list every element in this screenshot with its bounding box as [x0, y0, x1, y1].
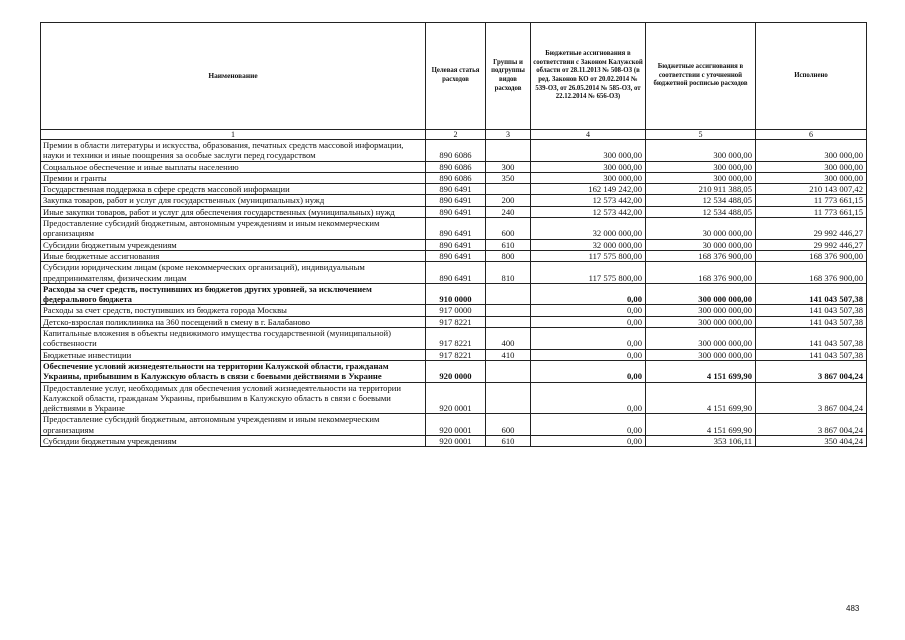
table-row: [41, 250, 867, 261]
row-executed-cell: 210 143 007,42: [756, 184, 867, 195]
row-law-allocation-cell: 117 575 800,00: [531, 250, 646, 261]
row-revised-allocation-cell: 300 000 000,00: [646, 305, 756, 316]
row-name-cell: Премии в области литературы и искусства, образования, печатных средств массовой информации, науки и техники и иные поощрения за особые заслуги перед государством: [41, 140, 426, 162]
row-law-allocation-cell: 0,00: [531, 316, 646, 327]
row-revised-allocation-cell: 300 000 000,00: [646, 328, 756, 350]
row-name-cell: Субсидии юридическим лицам (кроме некоммерческих организаций), индивидуальным предпринимателям, физическим лицам: [41, 262, 426, 284]
row-executed-cell: 11 773 661,15: [756, 206, 867, 217]
table-row: [41, 414, 867, 436]
row-revised-allocation-cell: 210 911 388,05: [646, 184, 756, 195]
row-revised-allocation-cell: 300 000 000,00: [646, 349, 756, 360]
row-target-article-cell: 890 6491: [426, 250, 486, 261]
row-expense-group-cell: 200: [486, 195, 531, 206]
row-executed-cell: 300 000,00: [756, 140, 867, 162]
row-target-article-cell: 890 6491: [426, 206, 486, 217]
row-law-allocation-cell: 32 000 000,00: [531, 239, 646, 250]
row-target-article-cell: 917 0000: [426, 305, 486, 316]
row-revised-allocation-cell: 30 000 000,00: [646, 218, 756, 240]
table-row: [41, 184, 867, 195]
row-revised-allocation-cell: 4 151 699,90: [646, 360, 756, 382]
row-target-article-cell: 920 0001: [426, 382, 486, 414]
row-revised-allocation-cell: 300 000 000,00: [646, 283, 756, 305]
row-expense-group-cell: 600: [486, 414, 531, 436]
row-executed-cell: 141 043 507,38: [756, 328, 867, 350]
row-expense-group-cell: [486, 360, 531, 382]
row-law-allocation-cell: 0,00: [531, 382, 646, 414]
row-executed-cell: 300 000,00: [756, 161, 867, 172]
row-name-cell: Субсидии бюджетным учреждениям: [41, 436, 426, 447]
row-expense-group-cell: [486, 305, 531, 316]
row-executed-cell: 141 043 507,38: [756, 316, 867, 327]
table-body: [41, 140, 867, 447]
row-law-allocation-cell: 12 573 442,00: [531, 195, 646, 206]
column-number: 3: [486, 130, 531, 140]
row-target-article-cell: 917 8221: [426, 349, 486, 360]
row-name-cell: Государственная поддержка в сфере средств массовой информации: [41, 184, 426, 195]
row-law-allocation-cell: 300 000,00: [531, 172, 646, 183]
row-name-cell: Иные закупки товаров, работ и услуг для обеспечения государственных (муниципальных) нужд: [41, 206, 426, 217]
row-name-cell: Социальное обеспечение и иные выплаты населению: [41, 161, 426, 172]
row-expense-group-cell: 610: [486, 436, 531, 447]
table-row: [41, 140, 867, 162]
row-executed-cell: 3 867 004,24: [756, 360, 867, 382]
row-name-cell: Субсидии бюджетным учреждениям: [41, 239, 426, 250]
row-revised-allocation-cell: 4 151 699,90: [646, 382, 756, 414]
row-name-cell: Обеспечение условий жизнедеятельности на территории Калужской области, гражданам Украины, прибывшим в Калужскую область в связи с боевыми действиями в Украине: [41, 360, 426, 382]
row-expense-group-cell: [486, 382, 531, 414]
row-expense-group-cell: 300: [486, 161, 531, 172]
row-target-article-cell: 890 6491: [426, 218, 486, 240]
row-executed-cell: 141 043 507,38: [756, 305, 867, 316]
row-law-allocation-cell: 300 000,00: [531, 161, 646, 172]
table-row: [41, 316, 867, 327]
row-name-cell: Иные бюджетные ассигнования: [41, 250, 426, 261]
row-target-article-cell: 917 8221: [426, 316, 486, 327]
table-row: [41, 328, 867, 350]
row-expense-group-cell: 240: [486, 206, 531, 217]
table-row: [41, 172, 867, 183]
row-target-article-cell: 890 6491: [426, 195, 486, 206]
row-target-article-cell: 890 6086: [426, 161, 486, 172]
row-revised-allocation-cell: 300 000,00: [646, 140, 756, 162]
row-executed-cell: 11 773 661,15: [756, 195, 867, 206]
header-revised-allocation: Бюджетные ассигнования в соответствии с уточненной бюджетной росписью расходов: [646, 23, 756, 130]
row-name-cell: Предоставление субсидий бюджетным, автономным учреждениям и иным некоммерческим организациям: [41, 414, 426, 436]
header-target-article: Целевая статья расходов: [426, 23, 486, 130]
row-executed-cell: 168 376 900,00: [756, 262, 867, 284]
row-name-cell: Бюджетные инвестиции: [41, 349, 426, 360]
row-expense-group-cell: 600: [486, 218, 531, 240]
row-target-article-cell: 920 0001: [426, 414, 486, 436]
table-row: [41, 360, 867, 382]
table-row: [41, 206, 867, 217]
page-number: 483: [846, 604, 860, 613]
row-revised-allocation-cell: 353 106,11: [646, 436, 756, 447]
column-number: 6: [756, 130, 867, 140]
column-number: 2: [426, 130, 486, 140]
row-law-allocation-cell: 0,00: [531, 283, 646, 305]
row-expense-group-cell: [486, 184, 531, 195]
row-law-allocation-cell: 0,00: [531, 436, 646, 447]
row-law-allocation-cell: 12 573 442,00: [531, 206, 646, 217]
column-number: 4: [531, 130, 646, 140]
row-executed-cell: 3 867 004,24: [756, 414, 867, 436]
row-target-article-cell: 890 6086: [426, 140, 486, 162]
budget-table: [40, 22, 867, 447]
row-target-article-cell: 890 6086: [426, 172, 486, 183]
table-row: [41, 349, 867, 360]
row-revised-allocation-cell: 300 000,00: [646, 172, 756, 183]
table-row: [41, 382, 867, 414]
row-name-cell: Предоставление субсидий бюджетным, автономным учреждениям и иным некоммерческим организациям: [41, 218, 426, 240]
table-row: [41, 218, 867, 240]
row-target-article-cell: 890 6491: [426, 262, 486, 284]
row-expense-group-cell: 410: [486, 349, 531, 360]
row-revised-allocation-cell: 12 534 488,05: [646, 195, 756, 206]
table-header-row: [41, 23, 867, 130]
column-number: 1: [41, 130, 426, 140]
row-executed-cell: 141 043 507,38: [756, 349, 867, 360]
row-expense-group-cell: 800: [486, 250, 531, 261]
row-target-article-cell: 890 6491: [426, 184, 486, 195]
row-name-cell: Детско-взрослая поликлиника на 360 посещений в смену в г. Балабаново: [41, 316, 426, 327]
header-name: Наименование: [41, 23, 426, 130]
row-revised-allocation-cell: 4 151 699,90: [646, 414, 756, 436]
row-name-cell: Предоставление услуг, необходимых для обеспечения условий жизнедеятельности на территории Калужской области, гражданам Украины, прибывшим в Калужскую область в связи с боевыми действиями в Украине: [41, 382, 426, 414]
row-revised-allocation-cell: 300 000,00: [646, 161, 756, 172]
row-target-article-cell: 890 6491: [426, 239, 486, 250]
table-row: [41, 161, 867, 172]
header-expense-group: Группы и подгруппы видов расходов: [486, 23, 531, 130]
row-executed-cell: 3 867 004,24: [756, 382, 867, 414]
row-law-allocation-cell: 0,00: [531, 414, 646, 436]
column-number-row: [41, 130, 867, 140]
row-name-cell: Закупка товаров, работ и услуг для государственных (муниципальных) нужд: [41, 195, 426, 206]
header-executed: Исполнено: [756, 23, 867, 130]
row-law-allocation-cell: 300 000,00: [531, 140, 646, 162]
row-executed-cell: 300 000,00: [756, 172, 867, 183]
column-number: 5: [646, 130, 756, 140]
row-expense-group-cell: [486, 140, 531, 162]
row-expense-group-cell: 810: [486, 262, 531, 284]
row-expense-group-cell: 400: [486, 328, 531, 350]
row-law-allocation-cell: 0,00: [531, 360, 646, 382]
budget-document-sheet: [40, 22, 866, 447]
row-executed-cell: 168 376 900,00: [756, 250, 867, 261]
table-row: [41, 283, 867, 305]
row-target-article-cell: 917 8221: [426, 328, 486, 350]
row-revised-allocation-cell: 168 376 900,00: [646, 262, 756, 284]
table-row: [41, 436, 867, 447]
row-target-article-cell: 910 0000: [426, 283, 486, 305]
row-law-allocation-cell: 162 149 242,00: [531, 184, 646, 195]
table-row: [41, 262, 867, 284]
row-executed-cell: 29 992 446,27: [756, 239, 867, 250]
row-revised-allocation-cell: 30 000 000,00: [646, 239, 756, 250]
row-law-allocation-cell: 117 575 800,00: [531, 262, 646, 284]
row-revised-allocation-cell: 300 000 000,00: [646, 316, 756, 327]
row-name-cell: Расходы за счет средств, поступивших из бюджета города Москвы: [41, 305, 426, 316]
row-law-allocation-cell: 0,00: [531, 349, 646, 360]
table-row: [41, 239, 867, 250]
row-name-cell: Премии и гранты: [41, 172, 426, 183]
row-executed-cell: 141 043 507,38: [756, 283, 867, 305]
row-expense-group-cell: 610: [486, 239, 531, 250]
table-row: [41, 305, 867, 316]
row-executed-cell: 29 992 446,27: [756, 218, 867, 240]
row-name-cell: Капитальные вложения в объекты недвижимого имущества государственной (муниципальной) собственности: [41, 328, 426, 350]
row-law-allocation-cell: 32 000 000,00: [531, 218, 646, 240]
row-revised-allocation-cell: 12 534 488,05: [646, 206, 756, 217]
row-executed-cell: 350 404,24: [756, 436, 867, 447]
row-expense-group-cell: [486, 316, 531, 327]
row-name-cell: Расходы за счет средств, поступивших из бюджетов других уровней, за исключением федерального бюджета: [41, 283, 426, 305]
row-law-allocation-cell: 0,00: [531, 328, 646, 350]
row-expense-group-cell: 350: [486, 172, 531, 183]
row-target-article-cell: 920 0000: [426, 360, 486, 382]
row-expense-group-cell: [486, 283, 531, 305]
table-row: [41, 195, 867, 206]
row-target-article-cell: 920 0001: [426, 436, 486, 447]
header-law-allocation: Бюджетные ассигнования в соответствии с Законом Калужской области от 28.11.2013 № 508-ОЗ (в ред. Законов КО от 20.02.2014 № 539-ОЗ, от 26.05.2014 № 585-ОЗ, от 22.12.2014 № 656-ОЗ): [531, 23, 646, 130]
row-law-allocation-cell: 0,00: [531, 305, 646, 316]
row-revised-allocation-cell: 168 376 900,00: [646, 250, 756, 261]
